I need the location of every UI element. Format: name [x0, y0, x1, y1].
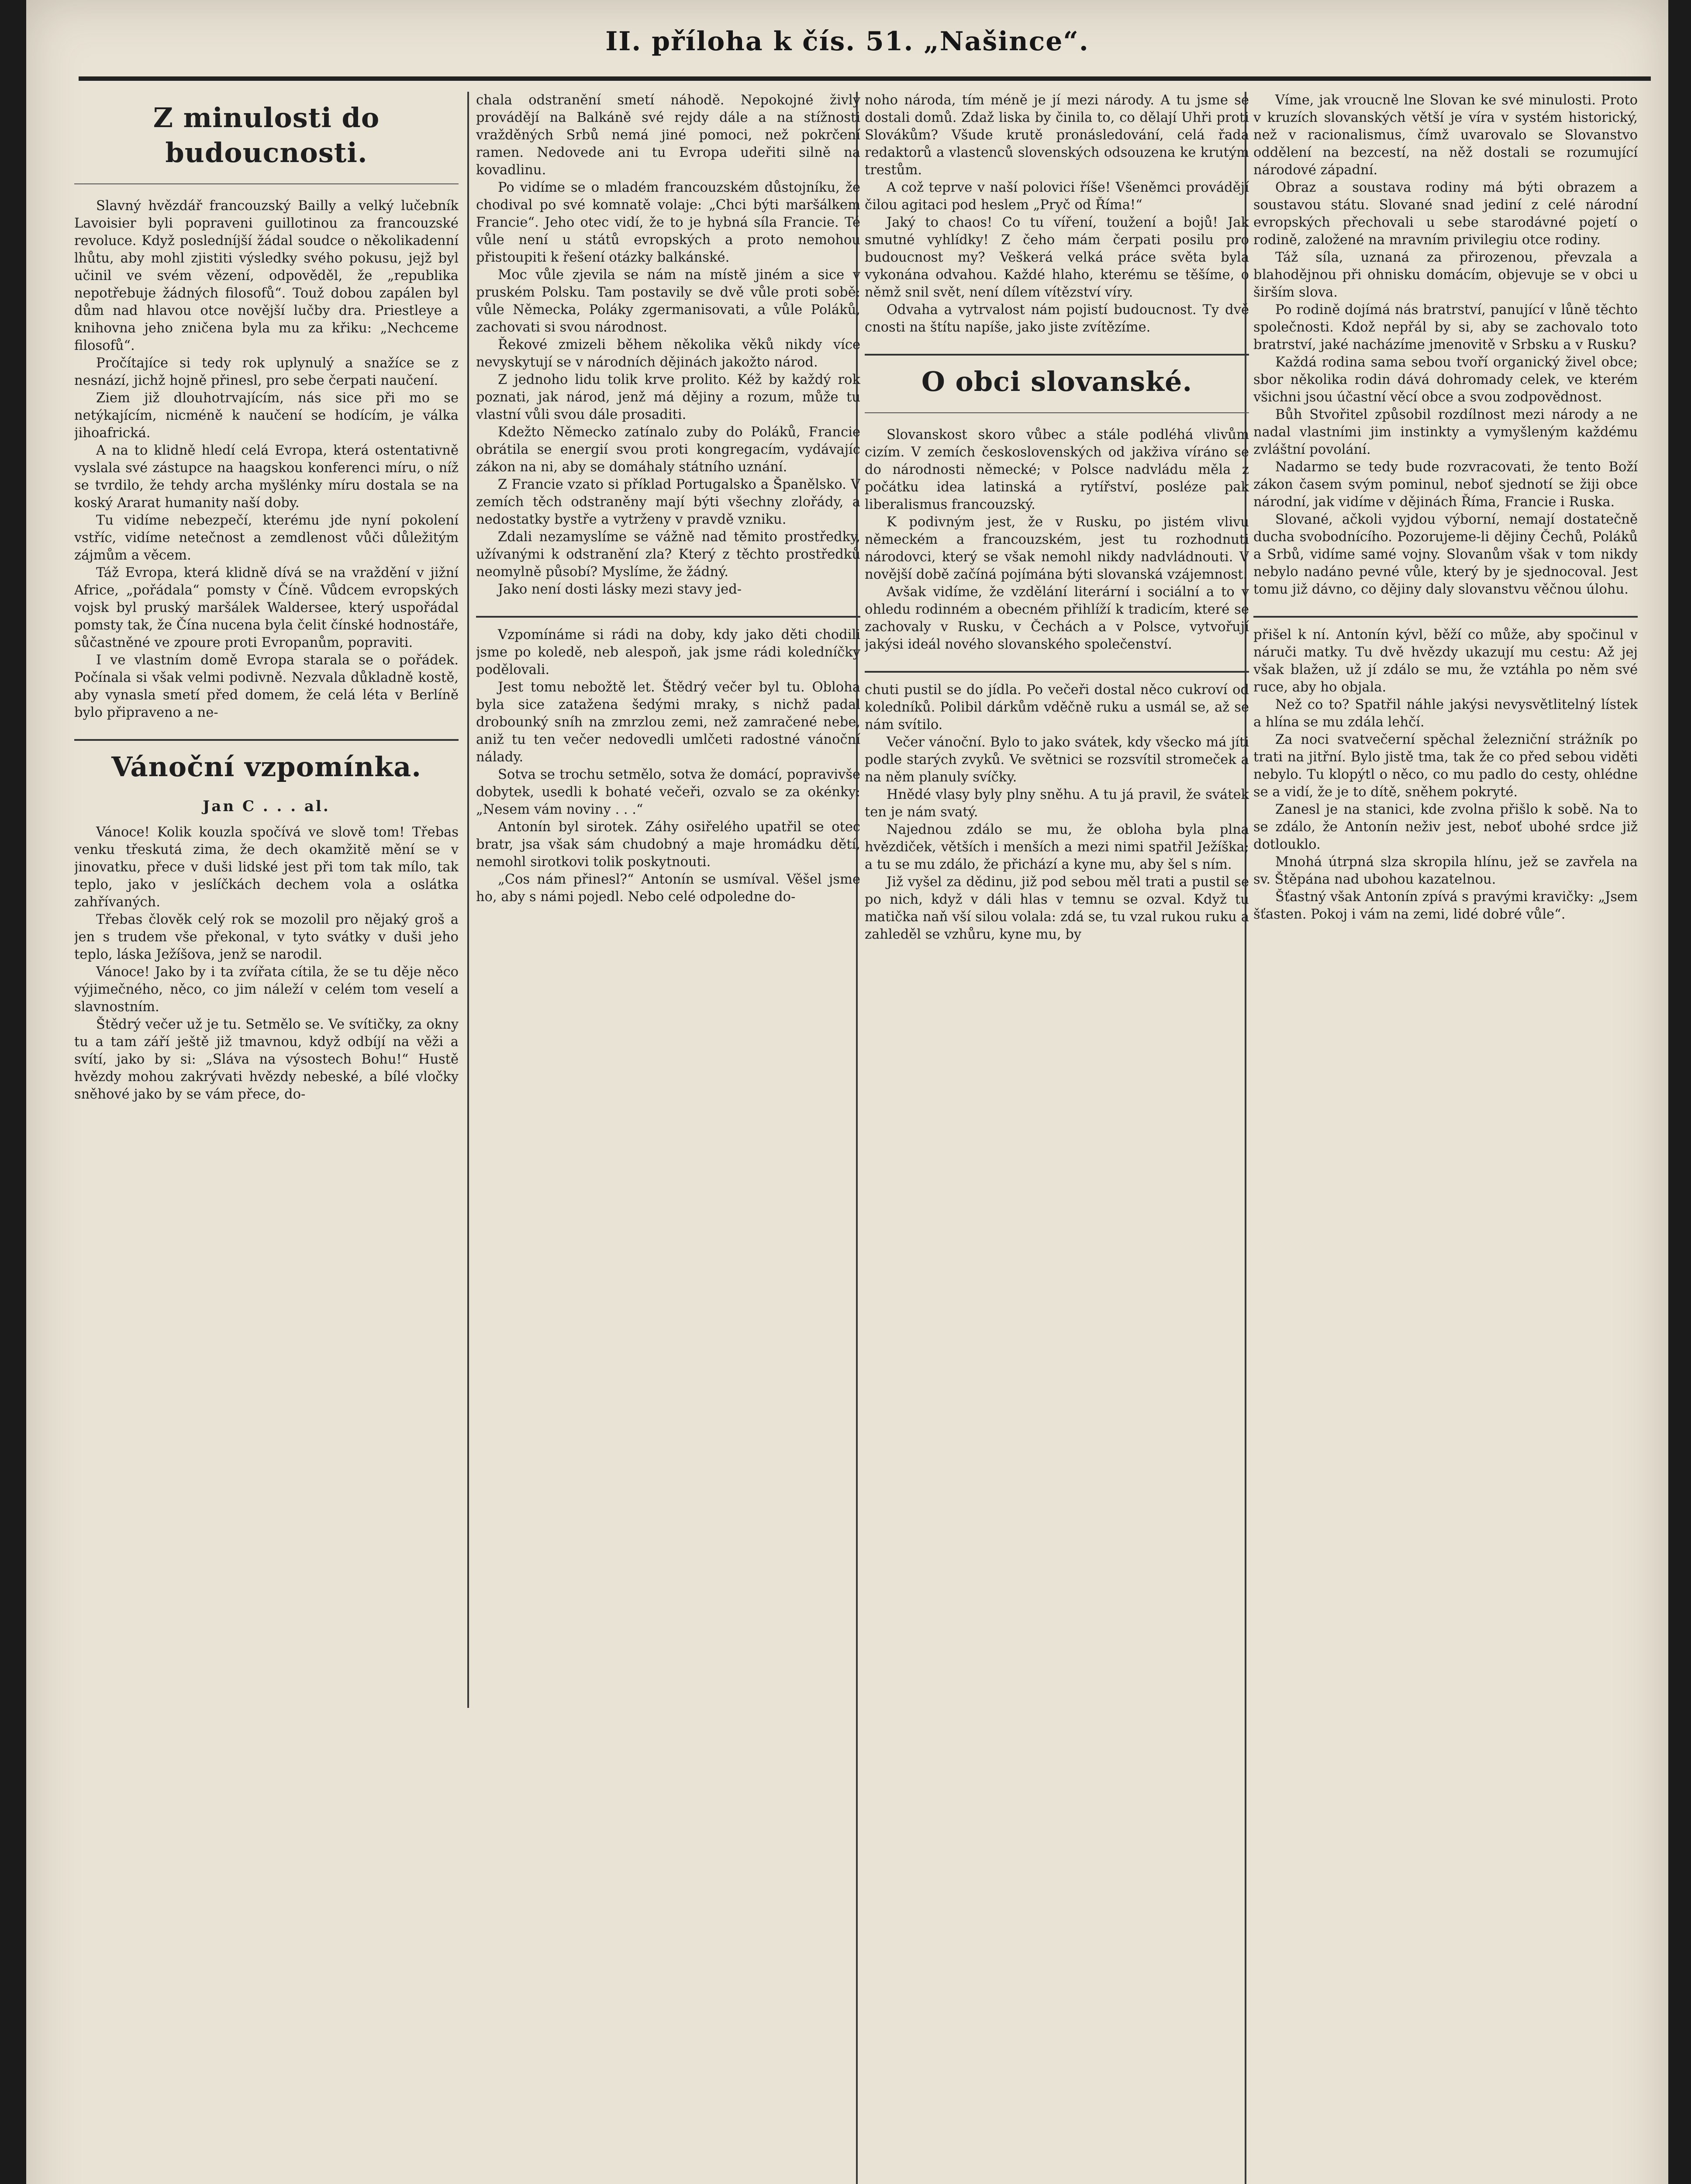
- newspaper-page: [26, 0, 1668, 2184]
- paragraph: Slovanskost skoro vůbec a stále podléhá vlivům cizím. V zemích československých od jakživa víráno se do národnosti německé; v Polsce nadvládu měla z počátku idea latinská a rytířství, posléze pak liberalismus francouzský.: [865, 427, 1249, 512]
- paragraph: Jaký to chaos! Co tu víření, toužení a bojů! Jak smutné vyhlídky! Z čeho mám čerpati posilu pro budoucnost my? Veškerá velká práce světa byla vykonána odvahou. Každé hlaho, kterému se těšíme, o němž snil svět, není dílem vítězství víry.: [865, 215, 1249, 300]
- title-rule: [865, 412, 1249, 413]
- paragraph: Mnohá útrpná slza skropila hlínu, jež se zavřela na sv. Štěpána nad ubohou kazatelnou.: [1253, 854, 1638, 887]
- paragraph: Avšak vidíme, že vzdělání literární i sociální a to v ohledu rodinném a obecném přihlíží k tradicím, které se zachovaly v Rusku, v Čechách a v Polsce, vytvořují jakýsi ideál nového slovanského společenství.: [865, 584, 1249, 652]
- paragraph: Štědrý večer už je tu. Setmělo se. Ve svítičky, za okny tu a tam září ještě již tmavnou, když odbíjí na věži a svítí, jako by si: „Sláva na výsostech Bohu!“ Hustě hvězdy mohou zakrývati hvězdy nebeské, a bílé vločky sněhové jako by se vám přece, do-: [74, 1017, 459, 1102]
- paragraph: Šťastný však Antonín zpívá s pravými kravičky: „Jsem šťasten. Pokoj i vám na zemi, lidé dobré vůle“.: [1253, 889, 1638, 922]
- paragraph: Táž síla, uznaná za přirozenou, převzala a blahodějnou při ohnisku domácím, objevuje se v obci u širším slova.: [1253, 250, 1638, 300]
- paragraph: Najednou zdálo se mu, že obloha byla plna hvězdiček, větších i menších a mezi nimi spatřil Ježíška; a tu se mu zdálo, že přichází a kyne mu, aby šel s ním.: [865, 822, 1249, 872]
- article-title-o-obci: O obci slovanské.: [921, 366, 1193, 397]
- paragraph: Z jednoho lidu tolik krve prolito. Kéž by každý rok poznati, jak národ, jenž má dějiny a rozum, může tu vlastní vůli svou dále prosaditi.: [476, 372, 860, 422]
- paragraph: Sotva se trochu setmělo, sotva že domácí, popravivše dobytek, usedli k bohaté večeři, ozvalo se za okénky: „Nesem vám noviny . . .“: [476, 767, 860, 817]
- column-4: [1253, 92, 1638, 2184]
- article-title-z-minulosti: Z minulosti do budoucnosti.: [153, 102, 380, 169]
- paragraph: Třebas člověk celý rok se mozolil pro nějaký groš a jen s trudem vše překonal, v tyto svátky v duši jeho teplo, láska Ježíšova, jenž se narodil.: [74, 912, 459, 962]
- paragraph: Slované, ačkoli vyjdou výborní, nemají dostatečně ducha svobodnícího. Pozorujeme-li dějiny Čechů, Poláků a Srbů, vidíme samé vojny. Slovanům však v tom nikdy nebylo nadáno pevné vůle, který by je sjednocoval. Jest tomu již dávno, co dějiny daly slovanstvu věčnou úlohu.: [1253, 512, 1638, 597]
- paragraph: I ve vlastním domě Evropa starala se o pořádek. Počínala si však velmi podivně. Nezvala důkladně kostě, aby vynasla smetí před domem, že celá léta v Berlíně bylo připraveno a ne-: [74, 653, 459, 720]
- paragraph: Večer vánoční. Bylo to jako svátek, kdy všecko má jíti podle starých zvyků. Ve světnici se rozsvítil stromeček a na něm planuly svíčky.: [865, 735, 1249, 785]
- paragraph: Vánoce! Jako by i ta zvířata cítila, že se tu děje něco výjimečného, něco, co jim náleží v celém tom veselí a slavnostním.: [74, 964, 459, 1015]
- paragraph: Z Francie vzato si příklad Portugalsko a Španělsko. V zemích těch odstraněny mají býti všechny zlořády, a nedostatky bystře a vytrženy v pravdě vzniku.: [476, 477, 860, 527]
- article-separator: [476, 616, 860, 618]
- paragraph: Ziem již dlouhotrvajícím, nás sice při mo se netýkajícím, nicméně k naučení se hodícím, je válka jihoafrická.: [74, 390, 459, 441]
- paragraph: Nadarmo se tedy bude rozvracovati, že tento Boží zákon časem svým pominul, neboť sjednotí se žiji obce národní, jak vidíme v dějinách Říma, Francie i Ruska.: [1253, 460, 1638, 510]
- column-divider: [467, 92, 469, 1708]
- paragraph: Pročítajíce si tedy rok uplynulý a snažíce se z nesnází, jichž hojně přinesl, pro sebe čerpati naučení.: [74, 356, 459, 388]
- paragraph: Bůh Stvořitel způsobil rozdílnost mezi národy a ne nadal vlastními jim instinkty a vymyšleným každému zvláštní povolání.: [1253, 407, 1638, 457]
- paragraph: Každá rodina sama sebou tvoří organický živel obce; sbor několika rodin dává dohromady celek, ve kterém všichni jsou účastní věcí obce a svou zodpovědnost.: [1253, 355, 1638, 405]
- paragraph: Tu vidíme nebezpečí, kterému jde nyní pokolení vstříc, vidíme netečnost a zemdlenost vůči důležitým zájmům a věcem.: [74, 513, 459, 563]
- paragraph: Řekové zmizeli během několika věků nikdy více nevyskytují se v národních dějinách jakožto národ.: [476, 337, 860, 370]
- paragraph: Hnědé vlasy byly plny sněhu. A tu já pravil, že svátek ten je nám svatý.: [865, 787, 1249, 820]
- paragraph: „Cos nám přinesl?“ Antonín se usmíval. Věšel jsme ho, aby s námi pojedl. Nebo celé odpoledne do-: [476, 872, 860, 905]
- article-separator: [865, 671, 1249, 673]
- paragraph: Antonín byl sirotek. Záhy osiřelého upatřil se otec bratr, jsa však sám chudobný a maje hromádku dětí, nemohl sirotkovi tolik poskytnouti.: [476, 819, 860, 870]
- paragraph: Po vidíme se o mladém francouzském důstojníku, že chodival po své komnatě volaje: „Chci býti maršálkem Francie“. Jeho otec vidí, že to je hybná síla Francie. Té vůle není u států evropských a proto nemohou přistoupiti k řešení otázky balkánské.: [476, 180, 860, 265]
- paragraph: Táž Evropa, která klidně dívá se na vraždění v jižní Africe, „pořádala“ pomsty v Číně. Vůdcem evropských vojsk byl pruský maršálek Waldersee, který uspořádal pomsty tak, že Čína nucena byla čelit čínské hodnostáře, sůčastněné ve zpoure proti Evropanům, popraviti.: [74, 565, 459, 650]
- article-separator: [74, 739, 459, 741]
- paragraph: Zdali nezamyslíme se vážně nad těmito prostředky, užívanými k odstranění zla? Který z těchto prostředků neomylně působí? Myslíme, že žádný.: [476, 529, 860, 580]
- paragraph: Obraz a soustava rodiny má býti obrazem a soustavou státu. Slované snad jediní z celé národní evropských přechovali u sebe starodávné pojetí o rodině, založené na mravním privilegiu otce rodiny.: [1253, 180, 1638, 248]
- paragraph: chala odstranění smetí náhodě. Nepokojné živly provádějí na Balkáně své rejdy dále a na stížnosti vražděných Srbů nemá jiné pomoci, než pokrčení ramen. Nedovede ani tu Evropa udeřiti silně na kovadlinu.: [476, 93, 860, 178]
- paragraph: Jako není dosti lásky mezi stavy jed-: [498, 582, 742, 597]
- paragraph: A na to klidně hledí celá Evropa, která ostentativně vyslala své zástupce na haagskou konferenci míru, o níž se tvrdilo, že tehdy archa myšlénky míru dostala se na koský Ararat humanity naší doby.: [74, 443, 459, 511]
- paragraph: Než co to? Spatřil náhle jakýsi nevysvětlitelný lístek a hlína se mu zdála lehčí.: [1253, 697, 1638, 730]
- paragraph: Za noci svatvečerní spěchal železniční strážník po trati na jitřní. Bylo jistě tma, tak že co před sebou viděti nebylo. Tu klopýtl o něco, co mu padlo do cesty, ohlédne se a vidí, že je to dítě, sněhem pokryté.: [1253, 732, 1638, 800]
- paragraph: Jest tomu nebožtě let. Štědrý večer byl tu. Obloha byla sice zatažena šedými mraky, s nichž padal drobounký sníh na zmrzlou zemi, než zamračené nebe, aniž tu ten večer nedovedli umlčeti radostné vánoční nálady.: [476, 680, 860, 765]
- paragraph: Vzpomínáme si rádi na doby, kdy jako děti chodili jsme po koledě, neb alespoň, jak jsme rádi koledníčky podělovali.: [476, 627, 860, 677]
- paragraph: Slavný hvězdář francouzský Bailly a velký lučebník Lavoisier byli popraveni guillotinou za francouzské revoluce. Když posledníjší žádal soudce o několikadenní lhůtu, aby mohl zjistiti výsledky svého pokusu, jejž byl učinil ve svém vězení, odpověděl, že „republika nepotřebuje žádných filosofů“. Touž dobou zapálen byl dům nad hlavou otce novější lučby dra. Priestleye a knihovna jeho zničena byla mu za křiku: „Nechceme filosofů“.: [74, 198, 459, 353]
- paragraph: Již vyšel za dědinu, již pod sebou měl trati a pustil se po nich, když v dáli hlas v temnu se ozval. Když tu matička naň vší silou volala: zdá se, tu vzal rukou ruku a zahleděl se vzhůru, kyne mu, by: [865, 874, 1249, 942]
- paragraph: K podivným jest, že v Rusku, po jistém vlivu německém a francouzském, jest tu rozhodnuti národovci, který se však nemohl nikdy nadvládnouti. V novější době začíná pojímána býti slovanská vzájemnost.: [865, 515, 1249, 582]
- paragraph: Zanesl je na stanici, kde zvolna přišlo k sobě. Na to se zdálo, že Antonín neživ jest, neboť ubohé srdce již dotlouklo.: [1253, 802, 1638, 852]
- paragraph: Víme, jak vroucně lne Slovan ke své minulosti. Proto v kruzích slovanských větší je víra v systém historický, než v racionalismus, čímž uvarovalo se Slovanstvo oddělení na bezcestí, na něž dostali se rozumující národové západní.: [1253, 93, 1638, 178]
- column-2: [476, 92, 860, 2184]
- running-head: II. příloha k čís. 51. „Našince“.: [605, 26, 1089, 57]
- title-rule: [74, 183, 459, 184]
- paragraph: noho národa, tím méně je jí mezi národy. A tu jsme se dostali domů. Zdaž liska by činila to, co dělají Uhři proti Slovákům? Všude krutě pronásledování, celá řada redaktorů a vlastenců slovenských odsouzena ke krutým trestům.: [865, 93, 1249, 178]
- header-rule: [79, 76, 1651, 81]
- paragraph: Kdežto Německo zatínalo zuby do Poláků, Francie obrátila se energií svou proti kongregacím, vydávajíc zákon na ni, aby se domáhaly státního uznání.: [476, 425, 860, 475]
- paragraph: A což teprve v naší polovici říše! Všeněmci provádějí čilou agitaci pod heslem „Pryč od Říma!“: [865, 180, 1249, 213]
- paragraph: Moc vůle zjevila se nám na místě jiném a sice v pruském Polsku. Tam postavily se dvě vůle proti sobě: vůle Německa, Poláky zgermanisovati, a vůle Poláků, zachovati si svou národnost.: [476, 267, 860, 335]
- paragraph: přišel k ní. Antonín kývl, běží co může, aby spočinul v náruči matky. Tu dvě hvězdy ukazují mu cestu: Až jej však blažen, už jí zdálo se mu, že vztáhla po něm své ruce, aby ho objala.: [1253, 627, 1638, 695]
- paragraph: Vánoce! Kolik kouzla spočívá ve slově tom! Třebas venku třeskutá zima, že dech okamžitě mění se v jinovatku, přece v duši lidské jest při tom tak mílo, tak teplo, jako v jeslíčkách dechem vola a oslátka zahřívaných.: [74, 825, 459, 910]
- article-title-vanocni: Vánoční vzpomínka.: [111, 751, 421, 783]
- byline: Jan C . . . al.: [203, 798, 330, 815]
- paragraph: Odvaha a vytrvalost nám pojistí budoucnost. Ty dvě cnosti na štítu napíše, jako jiste zvítězíme.: [865, 302, 1249, 335]
- paragraph: Po rodině dojímá nás bratrství, panující v lůně těchto společnosti. Kdož nepřál by si, aby se zachovalo toto bratrství, jaké nacházíme jmenovitě v Srbsku a v Rusku?: [1253, 302, 1638, 352]
- column-3: [865, 92, 1249, 2184]
- article-separator: [865, 354, 1249, 356]
- paragraph: chuti pustil se do jídla. Po večeři dostal něco cukroví od koledníků. Polibil dárkům vděčně ruku a usmál se, až se nám svítilo.: [865, 682, 1249, 733]
- article-separator: [1253, 616, 1638, 618]
- column-1: [74, 92, 459, 2184]
